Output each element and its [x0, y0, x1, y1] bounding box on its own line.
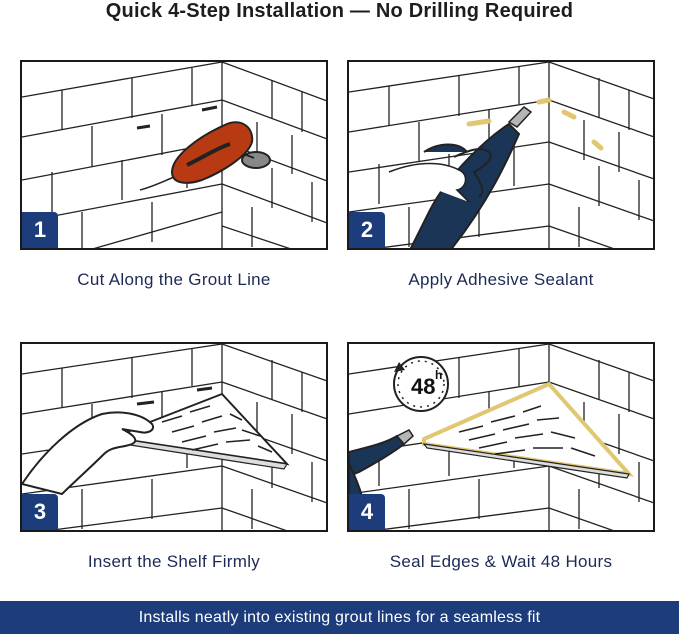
- step-3-illustration: [22, 344, 328, 532]
- step-4-panel: [347, 342, 655, 532]
- timer-hours: 48: [411, 374, 436, 399]
- oscillating-tool-icon: [140, 122, 270, 190]
- step-4-illustration: [349, 344, 655, 532]
- step-2-panel: [347, 60, 655, 250]
- step-1-badge: 1: [22, 212, 58, 248]
- step-2-caption: Apply Adhesive Sealant: [408, 270, 594, 289]
- step-4-badge: 4: [349, 494, 385, 530]
- step-2-badge: 2: [349, 212, 385, 248]
- step-3-panel: [20, 342, 328, 532]
- caulking-gun-icon: [389, 107, 531, 250]
- step-2-illustration: [349, 62, 655, 250]
- page-title: Quick 4-Step Installation — No Drilling Required: [105, 0, 574, 22]
- step-1-caption: Cut Along the Grout Line: [77, 270, 271, 289]
- step-4-caption: Seal Edges & Wait 48 Hours: [389, 552, 613, 571]
- sealant-timer-icon: [349, 357, 629, 532]
- step-1-panel: [20, 60, 328, 250]
- step-3-caption: Insert the Shelf Firmly: [87, 552, 261, 571]
- step-3-badge: 3: [22, 494, 58, 530]
- step-1-illustration: [22, 62, 328, 250]
- footer-banner: Installs neatly into existing grout lines for a seamless fit: [0, 601, 679, 634]
- timer-unit: h: [435, 368, 443, 382]
